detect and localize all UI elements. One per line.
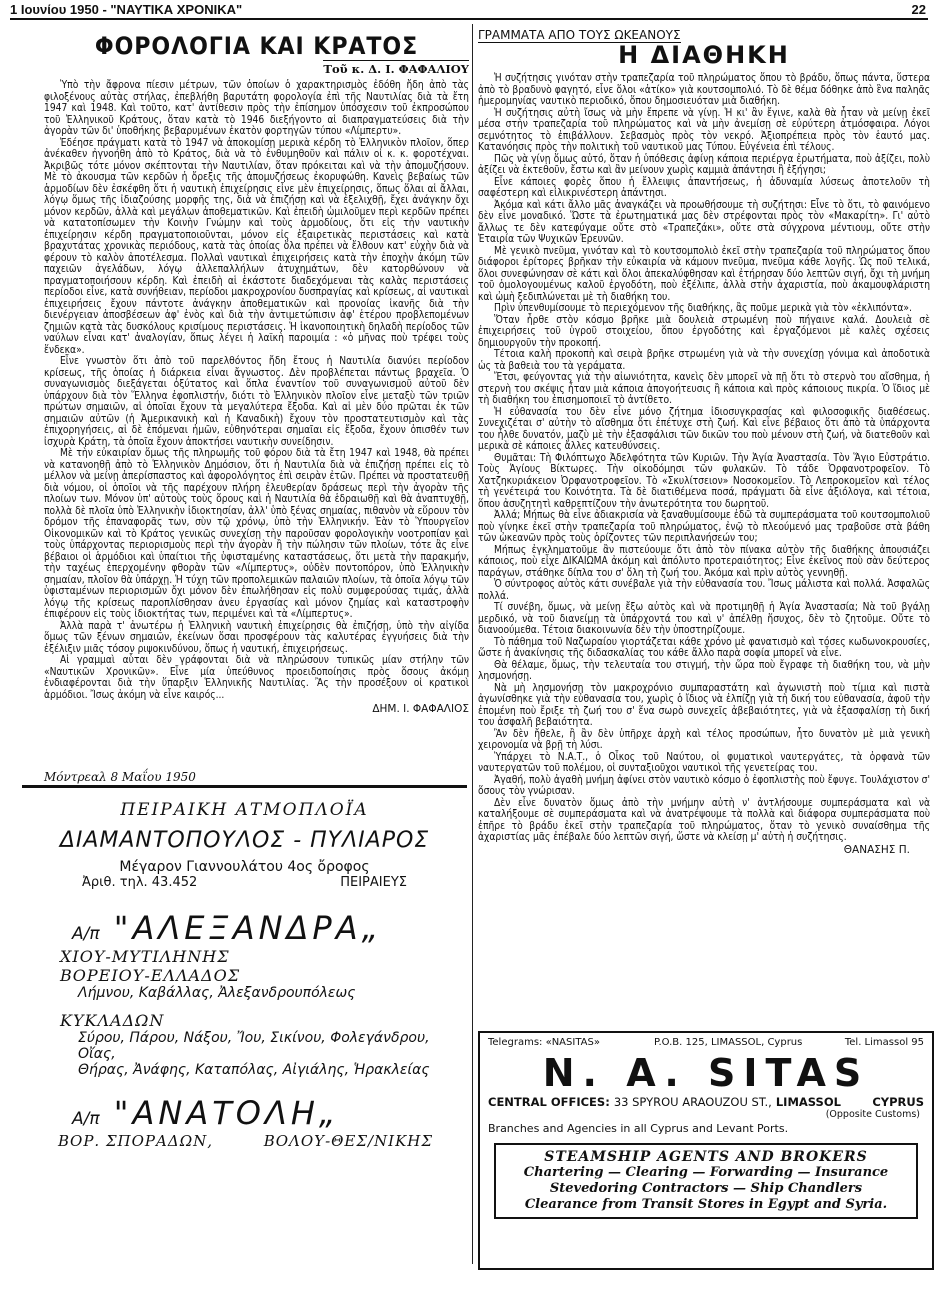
sitas-ad xyxy=(478,1031,934,1270)
paragraph: Ὅταν ἦρθε στὸν κόσμο βρῆκε μιὰ δουλειὰ στρωμένη ποὺ πήγαινε καλά. Δουλειὰ σὲ ἐπιχειρήσεις τοῦ ὑγροῦ στοιχείου, ὅπου ἐργοδότης καὶ ἐργαζόμενοι μὲ καλὲς σχέσεις δημιουργοῦν τὴν προκοπή. xyxy=(478,314,930,349)
paragraph: Ἀγαθή, πολὺ ἀγαθὴ μνήμη ἀφίνει στὸν ναυτικὸ κόσμο ὁ ἐφοπλιστὴς ποὺ ἔφυγε. Τουλάχιστον σ' ὅσους τὸν γνώρισαν. xyxy=(478,774,930,797)
article-body xyxy=(44,80,469,701)
paragraph: Τὸ πάθημα τοῦ Ναζωραίου γιορτάζεται κάθε χρόνο μὲ φανατισμὸ καὶ τόσες κωδωνοκρουσίες, ὥστε ἡ ἀνακίνησις τῆς διδασκαλίας του κάθε ἄλλο παρὰ σοφία μπορεῖ νὰ εἶνε. xyxy=(478,636,930,659)
services-box xyxy=(494,1143,918,1219)
page-number: 22 xyxy=(911,2,926,17)
telephone: Tel. Limassol 95 xyxy=(844,1037,924,1048)
ship-title: "ΑΝΑΤΟΛΗ„ xyxy=(113,1094,340,1132)
ports: Σύρου, Πάρου, Νάξου, Ἴου, Σικίνου, Φολεγάνδρου, Οἴας, xyxy=(78,1030,430,1062)
offices-label xyxy=(488,1095,841,1109)
paragraph: Μὲ τὴν εὐκαιρίαν ὅμως τῆς πληρωμῆς τοῦ φόρου διὰ τὰ ἔτη 1947 καὶ 1948, θὰ πρέπει νὰ κατανοηθῇ ἀπὸ τὸ Ἑλληνικὸν Δημόσιον, ὅτι ἡ Ναυτιλία διὰ νὰ ἐπιζήσῃ πρέπει εἰς τὸ μέλλον νὰ μείνῃ ἀπερίσπαστος καὶ ἀφορολόγητος ἐπὶ σειρὰν ἐτῶν. Πρέπει νὰ προστατευθῇ διὰ νόμου, οἱ ὁποῖοι νὰ τῆς παρέχουν πλήρη ἐλευθερίαν δράσεως περὶ τὴν ἀγορὰν τῆς πλοίων των. Μόνον ὑπ' αὐτοὺς τοὺς ὅρους καὶ ἡ Ναυτιλία θὰ ἑδραιωθῇ καὶ θὰ ἀναπτυχθῇ, πολλὰ δὲ πλοῖα ὑπὸ Ἑλληνικὴν ἰδιοκτησίαν, ἀλλ' ὑπὸ ξένας σημαίας, πιθανὸν νὰ εὕρουν τὸν δρόμον τῆς ἐπαναφορᾶς των, σὺν τῷ χρόνῳ, ὑπὸ τὴν Ἑλληνικήν. Ἐὰν τὸ Ὑπουργεῖον Οἰκονομικῶν καὶ τὸ Κράτος γενικῶς συνεχίσῃ τὴν παροῦσαν φορολογικὴν νοοτροπίαν καὶ τοὺς ὑπάρχοντας περιορισμοὺς περὶ τὴν ἀγορὰν ἢ τὴν πώλησιν τῶν πλοίων, τότε ἂς εἶνε βέβαιοι οἱ ἁρμόδιοι καὶ ὑπαίτιοι τῆς ὑφισταμένης καταστάσεως, ὅτι μετὰ τὴν παρακμήν, τὴν ταχέως ἐπερχομένην φθορὰν τῶν «Λίμπερτυς», οὐδὲν ποντοπόρον, ὑπὸ Ἑλληνικὴν σημαίαν, πλοῖον θὰ ὑπάρχῃ. Ἡ τύχη τῶν προπολεμικῶν παλαιῶν πλοίων, τὰ ὁποῖα λόγῳ τῶν ὑφισταμένων περιορισμῶν ὄχι μόνον δὲν ἐπωλήθησαν εἰς πολὺ συμφερούσας τιμάς, ἀλλὰ λόγῳ τῆς κρίσεως παροπλίσθησαν ἀνευ ἐργασίας καὶ μόνον ζημίας καὶ καταστροφὴν ἐπιφέρουν εἰς τοὺς ἰδιοκτήτας των, περιμένει καὶ τὰ «Λίμπερτυς». xyxy=(44,448,469,620)
dateline: Μόντρεαλ 8 Μαΐου 1950 xyxy=(44,770,196,784)
route: ΒΟΛΟΥ-ΘΕΣ/ΝΙΚΗΣ xyxy=(263,1132,433,1150)
page-header xyxy=(10,2,928,20)
ship-name-1 xyxy=(72,909,467,947)
country: CYPRUS xyxy=(872,1095,924,1109)
paragraph: Αἱ γραμμαὶ αὗται δὲν γράφονται διὰ νὰ πληρώσουν τυπικῶς μίαν στήλην τῶν «Ναυτικῶν Χρονικῶν». Εἶνε μία ὑπεύθυνος προειδοποίησις πρὸς ὅσους ἀκόμη ἐνδιαφέρονται διὰ τὴν ὕπαρξιν Ἑλληνικῆς Ναυτιλίας. Ἂς τὴν προσέξουν οἱ κρατικοὶ ἁρμόδιοι. Ἴσως ἀκόμη νὰ εἶνε καιρός... xyxy=(44,655,469,701)
opposite-note: (Opposite Customs) xyxy=(825,1109,920,1120)
services-line: Stevedoring Contractors — Ship Chandlers xyxy=(549,1181,863,1196)
ship-title: "ΑΛΕΞΑΝΔΡΑ„ xyxy=(113,909,383,947)
issue-date: 1 Ιουνίου 1950 - "ΝΑΥΤΙΚΑ ΧΡΟΝΙΚΑ" xyxy=(10,2,243,17)
route-row xyxy=(58,1132,433,1152)
article-title: Η ΔΙΑΘΗΚΗ xyxy=(618,41,790,69)
offices-label-text: CENTRAL OFFICES: xyxy=(488,1095,610,1109)
article-body xyxy=(478,73,930,844)
paragraph: Ἡ εὐθανασία του δὲν εἶνε μόνο ζήτημα ἰδιοσυγκρασίας καὶ φιλοσοφικῆς διαθέσεως. Συνεχιζέται σ' αὐτὴν τὸ αἴσθημα ὅτι ἐπέτυχε στὴ ζωή. Καὶ εἶνε βέβαιος ὅτι ἀπὸ τὰ ὑπάρχοντα του ἦλθε δυνατόν, μαζὺ μὲ τὴν ἐξασφάλισι τῶν δικῶν του ποὺ μένουν στὴ ζωή, νὰ διατεθοῦν καὶ μερικὰ σὲ κάποιες ἄλλες κατευθύνσεις. xyxy=(478,406,930,452)
ad-contact-row xyxy=(82,875,407,893)
ad-contact-row xyxy=(488,1037,924,1051)
ship-name-2 xyxy=(72,1094,467,1132)
ad-office: Μέγαρον Γιαννουλάτου 4ος ὄροφος xyxy=(119,859,370,875)
article-title: ΦΟΡΟΛΟΓΙΑ ΚΑΙ ΚΡΑΤΟΣ xyxy=(94,32,419,60)
ship-prefix: Α/π xyxy=(72,924,100,944)
paragraph: Εἶνε κάποιες φορὲς ὅπου ἡ ἔλλειψις ἀπαντήσεως, ἡ ἀδυναμία λύσεως ἀποτελοῦν τὴ σαφέστερη καὶ εἰλικρινέστερη ἀπάντησι. xyxy=(478,176,930,199)
paragraph: Ἡ συζήτησις αὐτὴ ἴσως νὰ μὴν ἔπρεπε νὰ γίνῃ. Ἡ κι' ἂν ἔγινε, καλὰ θὰ ἦταν νὰ μείνῃ ἐκεῖ μέσα στὴν τραπεζαρία τοῦ πληρώματος καὶ νὰ μὴν ἀνεμίσῃ σὲ εὐρύτερη ἀτμόσφαιρα. Λόγοι σεμνότητος τὸ ἐπιβάλλουν. Σεβασμὸς πρὸς τὸν νεκρό. Ἀξιοπρέπεια πρὸς τὸν ἑαυτό μας. Κατανόησις πρὸς τὴν πολιτικὴ τοῦ ναυτικοῦ μας Τύπου. Εὐγένεια ἐπὶ τέλους. xyxy=(478,107,930,153)
byline-text: Τοῦ κ. Δ. Ι. ΦΑΦΑΛΙΟΥ xyxy=(323,62,469,76)
address: 33 SPYROU ARAOUZOU ST., xyxy=(613,1095,772,1109)
column-divider xyxy=(472,24,473,1264)
ad-company: ΠΕΙΡΑΙΚΗ ΑΤΜΟΠΛΟΪΑ xyxy=(120,800,369,820)
paragraph: Ὑπὸ τὴν ἄφρονα πίεσιν μέτρων, τῶν ὁποίων ὁ χαρακτηρισμὸς ἐδόθη ἤδη ἀπὸ τὰς φιλοξένους αὐτὰς στήλας, ἐπεβλήθη βαρυτάτη φορολογία ἐπὶ τῆς Ναυτιλίας διὰ τὰ ἔτη 1947 καὶ 1948. Καὶ τοῦτο, κατ' ἀντίθεσιν πρὸς τὴν ἐπίσημον ὑπόσχεσιν τοῦ ἐκπροσώπου τοῦ Ἑλληνικοῦ Κράτους, ὅταν κατὰ τὸ 1946 διεξήγοντο αἱ διαπραγματεύσεις διὰ τὴν ἀγορὰν τῶν δι' ὑποθήκης βεβαρυμένων ἑκατὸν φορτηγῶν τύπου «Λίμπερτυ». xyxy=(44,80,469,137)
paragraph: Ἐδέησε πράγματι κατὰ τὸ 1947 νὰ ἀποκομίσῃ μερικὰ κέρδη τὸ Ἑλληνικὸν πλοῖον, ὅπερ ἀνέκαθεν ἠγνοήθη ἀπὸ τὸ Κράτος, διὰ νὰ τὸ ἐνθυμηθοῦν καὶ πάλιν οἱ κ. κ. φοροτέχναι. Ἀκριβῶς τότε μόνον σκέπτονται τὴν Ναυτιλίαν, ὅταν πρόκειται καὶ νὰ τὴν ἀπομυζήσουν. Μὲ τὸ ἀκουσμα τῶν κερδῶν ἡ ὄρεξις τῆς ἀπομυζήσεως ἐκορυφώθη. Κανεὶς βεβαίως τῶν ἁρμοδίων δὲν ἐσκέφθη ὅτι ἡ ναυτικὴ ἐπιχείρησις εἶνε μὲν ἐπιχείρησις, ὅπως ὅλαι αἱ ἄλλαι, λόγῳ ὅμως τῆς ἰδιαζούσης μορφῆς της, διὰ νὰ ἐπιζήσῃ καὶ νὰ ἐξελιχθῇ, ἔχει ἀνάγκην ὄχι μόνον κερδῶν, ἀλλὰ καὶ μεγάλων ἀποθεματικῶν. Καὶ ἐπειδὴ ὡμιλοῦμεν περὶ κερδῶν πρέπει νὰ κατατοπίσωμεν τὴν Κοινὴν Γνώμην καὶ τοὺς ἁρμοδίους, ὅτι εἰς τὴν ναυτικὴν ἐπιχείρησιν κέρδη πραγματοποιοῦνται, μόνον εἰς ἐξαιρετικὰς περιστάσεις καὶ κατὰ βραχυτάτας χρονικὰς περιόδους, κατὰ τὰς ὁποίας ὅλα πρέπει νὰ ἔλθουν κατ' εὐχὴν διὰ νὰ φέρουν τὸ καλὸν ἀποτέλεσμα. Πολλαὶ ναυτικαὶ ἐπιχειρήσεις κατὰ τὴν ἐποχὴν ἀκόμη τῶν παχειῶν ἀγελάδων, λόγῳ ἀλλεπαλλήλων ἀτυχημάτων, δὲν κατορθώνουν νὰ πραγματοποιήσουν κέρδη. Καὶ ἐπειδὴ αἱ ἑκάστοτε διαδεχόμεναι τὰς καλὰς περιστάσεις περίοδοι εἶνε, κατὰ συνήθειαν, περίοδοι μακροχρονίου δυσπραγίας καὶ κρίσεως, αἱ ναυτικαὶ ἐπιχειρήσεις ἔχουν πάντοτε ἀνάγκην ἀποθεματικῶν καὶ προνοίας ἱκανῆς διὰ τὴν διενέργειαν ἀποσβέσεων ἀφ' ἑνὸς καὶ διὰ τὴν ἀντιμετώπισιν ἀφ' ἑτέρου προβλεπομένων ζημιῶν κατὰ τὰς δυσκόλους κρισίμους περιστάσεις. Ἡ ἱκανοποιητικὴ δηλαδὴ περίοδος τῶν ναύλων εἶναι κατ' ἀναλογίαν, ὅπως λέγει ἡ λαϊκὴ παροιμία : «ὁ μῆνας ποὺ τρέφει τοὺς ἕνδεκα». xyxy=(44,137,469,356)
ad-owners: ΔΙΑΜΑΝΤΟΠΟΥΛΟΣ - ΠΥΛΙΑΡΟΣ xyxy=(59,828,430,853)
route: ΧΙΟΥ-ΜΥΤΙΛΗΝΗΣ xyxy=(60,947,230,966)
ports: Θήρας, Ἀνάφης, Καταπόλας, Αἰγιάλης, Ἡρακλείας xyxy=(78,1062,430,1078)
ad-city: ΠΕΙΡΑΙΕΥΣ xyxy=(340,875,407,890)
paragraph: Ὑπάρχει τὸ Ν.Α.Τ., ὁ Οἶκος τοῦ Ναύτου, οἱ φυματικοὶ ναυτεργάτες, τὰ ὀρφανὰ τῶν ναυτεργατῶν τοῦ πολέμου, οἱ συνταξιοῦχοι ναυτικοὶ τῆς γενετείρας του. xyxy=(478,751,930,774)
shipping-line-ad xyxy=(22,785,467,1268)
ports: Λήμνου, Καβάλλας, Ἀλεξανδρουπόλεως xyxy=(78,985,356,1001)
paragraph: Μὲ γενικὸ πνεῦμα, γινόταν καὶ τὸ κουτσομπολιὸ ἐκεῖ στὴν τραπεζαρία τοῦ πληρώματος ὅπου διάφοροι ἐρίτορες βρῆκαν τὴν εὐκαιρία νὰ κάμουν πνεῦμα, πνεῦμα κάθε λογῆς. Ὡς ποῦ τελικά, ὅλοι συνεφώνησαν σὲ κάτι καὶ ὅλοι ἀπεκαλύφθησαν καὶ ἐτήρησαν δύο λεπτῶν σιγή, ὄχι τὴ μνήμη τοῦ ὁμολογουμένως καλοῦ ἐργοδότη, ποὺ ἐξέλιπε, ἀλλὰ στὴν ἀχαριστία, ποὺ ἀκαμουφλάριστη καὶ ὠμὴ ξεδιπλώνεται μὲ τὴ διαθήκη του. xyxy=(478,245,930,303)
paragraph: Τέτοια καλὴ προκοπὴ καὶ σειρὰ βρῆκε στρωμένη γιὰ νὰ τὴν συνεχίσῃ γόνιμα καὶ ἀποδοτικὰ ὡς τὰ βαθειὰ του τὰ γεράματα. xyxy=(478,349,930,372)
left-article xyxy=(44,24,469,784)
ad-phone: Ἀριθ. τηλ. 43.452 xyxy=(82,875,198,890)
paragraph: Θὰ θέλαμε, ὅμως, τὴν τελευταία του στιγμή, τὴν ὥρα ποὺ ἔγραφε τὴ διαθήκη του, νὰ μὴν λησμονήσῃ. xyxy=(478,659,930,682)
byline xyxy=(44,62,469,76)
paragraph: Ἡ συζήτησις γινόταν στὴν τραπεζαρία τοῦ πληρώματος ὅπου τὸ βράδυ, ὅπως πάντα, ὕστερα ἀπὸ τὸ βραδυνὸ φαγητό, εἶνε ὅλοι «ἀτίκο» γιὰ κουτσομπολιό. Τὸ δὲ θέμα δόθηκε ἀπὸ ἓνα παληᾶς ἡμερομηνίας ναυτικὸ περιοδικό, ὅπου δημοσιευόταν μιὰ διαθήκη. xyxy=(478,73,930,107)
paragraph: Δὲν εἶνε δυνατὸν ὅμως ἀπὸ τὴν μνήμην αὐτὴ ν' ἀντλήσουμε συμπεράσματα καὶ νὰ καταλήξουμε σὲ συμπεράσματα καὶ νὰ ἀνατρέψουμε τὰ πολλὰ καὶ διάφορα συμπεράσματα ποὺ ἐπῆρε τὸ βράδυ ἐκεῖ στὴν τραπεζαρία τοῦ πληρώματος, ὅταν τὸ γενικὸ συναίσθημα τῆς ἀχαριστίας μᾶς ἐπέβαλε δύο λεπτῶν σιγή, ὥστε νὰ κλείσῃ μ' αὐτὴ ἡ συζήτησις. xyxy=(478,797,930,843)
paragraph: Ἂν δὲν ἤθελε, ἢ ἂν δὲν ὑπῆρχε ἀρχὴ καὶ τέλος προσώπων, ἦτο δυνατὸν μὲ μιὰ γενικὴ χειρονομία νὰ βρῇ τὴ λύσι. xyxy=(478,728,930,751)
route: ΒΟΡ. ΣΠΟΡΑΔΩΝ, xyxy=(58,1132,214,1150)
route: ΚΥΚΛΑΔΩΝ xyxy=(60,1011,165,1030)
signature: ΔΗΜ. Ι. ΦΑΦΑΛΙΟΣ xyxy=(372,703,469,715)
branches: Branches and Agencies in all Cyprus and Levant Ports. xyxy=(488,1122,789,1135)
paragraph: Ὁ σύντροφος αὐτὸς κάτι συνέβαλε γιὰ τὴν εὐθανασία του. Ἴσως μάλιστα καὶ πολλά. Ἀσφαλῶς πολλά. xyxy=(478,579,930,602)
offices-row xyxy=(488,1095,924,1109)
paragraph: Θυμᾶται: Τὴ Φιλόπτωχο Ἀδελφότητα τῶν Κυριῶν. Τὴν Ἁγία Ἀναστασία. Τὸν Ἅγιο Εὐστράτιο. Τοὺς Ἁγίους Βίκτωρες. Τὴν οἰκοδόμησι τῶν φυλακῶν. Τὸ τάδε Ὀρφανοτροφεῖον. Τὸ Χατζηκυριάκειον Ὀρφανοτροφεῖον. Τὸ «Σκυλίτσειον» Νοσοκομεῖον. Τὸ Λεπροκομεῖον καὶ τέλος τὴ γενέτειρά του Κοινότητα. Τὰ δὲ διατιθέμενα ποσά, πράγματι δὰ εἶνε ἀξιόλογα, καὶ τέτοια, ὅπου ἀσυζητητὶ καθρεπτίζουν τὴν ἀνωτερότητα του δωρητοῦ. xyxy=(478,452,930,510)
paragraph: Νὰ μὴ λησμονήσῃ τὸν μακροχρόνιο συμπαραστάτη καὶ ἀγωνιστὴ ποὺ τίμια καὶ πιστὰ ἀγωνίσθηκε γιὰ τὴν εὐθανασία του, χωρὶς ὁ ἴδιος νὰ ἐλπίζῃ γιὰ τὴ δική του εὐθανασία, ἀφοῦ τὴν ἐπομένη ποὺ ἔριξε τὴ ζωή του σ' ἕνα σωρὸ συνεχεῖς ἀβεβαιότητες, γιὰ νὰ ἐξασφαλίσῃ τὴ δική του ἀσφαλῆ βεβαιότητα. xyxy=(478,682,930,728)
services-title: STEAMSHIP AGENTS AND BROKERS xyxy=(544,1149,868,1165)
company-name: N. A. SITAS xyxy=(542,1051,870,1095)
po-box: P.O.B. 125, LIMASSOL, Cyprus xyxy=(654,1037,803,1048)
route: ΒΟΡΕΙΟΥ-ΕΛΛΑΔΟΣ xyxy=(60,966,241,985)
paragraph: Εἶνε γνωστὸν ὅτι ἀπὸ τοῦ παρελθόντος ἤδη ἔτους ἡ Ναυτιλία διανύει περίοδον κρίσεως, τῆς ὁποίας ἡ διάρκεια εἶναι ἄγνωστος. Δὲν προβλέπεται πάντως βραχεῖα. Ὁ συναγωνισμὸς διεξάγεται ὀξύτατος καὶ ὅπλα ἐναντίον τοῦ συναγωνισμοῦ αὐτοῦ δὲν ὑπάρχουν διὰ τὸν Ἕλληνα ἐφοπλιστήν, διότι τὸ Ἑλληνικὸν πλοῖον εἶνε μεταξὺ τῶν τριῶν πρώτων σημαιῶν, αἱ ὁποῖαι ἔχουν τὰ μεγαλύτερα ἔξοδα. Καὶ αἱ μὲν δύο πρῶται ἐκ τῶν σημαιῶν αὐτῶν (ἡ Ἀμερικανικὴ καὶ ἡ Καναδικὴ) ἔχουν τὸν προστατευτισμὸν καὶ τὰς ἐπιχορηγήσεις, αἱ δὲ ἐπόμεναι ἡμῶν, εὐθηνότεραι σημαῖαι εἰς ἔξοδα, ἔχουν ὀπισθέν των ἰσχυρὰ Κράτη, τὰ ὁποῖα ἔχουν ἀποκτήσει ναυτικὴν συνείδησιν. xyxy=(44,356,469,448)
paragraph: Ἀλλά; Μήπως θὰ εἶνε ἀδιακρισία νὰ ξαναθυμίσουμε ἐδῶ τὰ συμπεράσματα τοῦ κουτσομπολιοῦ ποὺ γίνηκε ἐκεῖ στὴν τραπεζαρία τοῦ πληρώματος, ἐνῷ τὸ πλεούμενό μας τραβοῦσε στὰ βάθη τῶν ὠκεανῶν πρὸς τοὺς ὁρίζοντες τῶν περιπλανήσεών του; xyxy=(478,510,930,544)
ship-prefix: Α/π xyxy=(72,1109,100,1129)
paragraph: Ἀκόμα καὶ κάτι ἄλλο μᾶς ἀναγκάζει νὰ προωθήσουμε τὴ συζήτησι: Εἶνε τὸ ὅτι, τὸ φαινόμενο δὲν εἶνε μοναδικό. Ὥστε τὰ ἐρωτηματικά μας δὲν στρέφονται πρὸς τὸν «Μακαρίτη». Γι' αὐτὸ ἄλλως τε δὲν κατεφύγαμε οὔτε στὸ «Τραπεζάκι», οὔτε στὰ σύγχρονα μέντιουμ, οὔτε στὴν Ἑταιρία τῶν Ψυχικῶν Ἐρευνῶν. xyxy=(478,199,930,245)
services-line: Clearance from Transit Stores in Egypt and Syria. xyxy=(524,1197,888,1212)
section-kicker: ΓΡΑΜΜΑΤΑ ΑΠΟ ΤΟΥΣ ΩΚΕΑΝΟΥΣ xyxy=(478,28,681,42)
paragraph: Ἀλλὰ παρὰ τ' ἀνωτέρω ἡ Ἑλληνικὴ ναυτικὴ ἐπιχείρησις θὰ ἐπιζήσῃ, ὑπὸ τὴν αἰγίδα ὅμως τῶν ξένων σημαιῶν, ἐκείνων ὅσαι προσφέρουν τὰς καλυτέρας ἐγγυήσεις διὰ τὴν ἐξέλιξιν μιᾶς τόσον ριψοκινδύνου, ὅπως ἡ ναυτική, ἐπιχειρήσεως. xyxy=(44,620,469,655)
paragraph: Πῶς νὰ γίνῃ ὅμως αὐτό, ὅταν ἡ ὑπόθεσις ἀφίνῃ κάποια περιέργα ἐρωτήματα, ποὺ ἀξίζει, πολὺ ἀξίζει νὰ ἐκτεθοῦν, ἔστω καὶ ἂν μείνουν χωρὶς καμμιὰ ἀπάντησι ἢ ἐξήγησι; xyxy=(478,153,930,176)
paragraph: Πρὶν ὑπενθυμίσουμε τὸ περιεχόμενον τῆς διαθήκης, ἂς ποῦμε μερικὰ γιὰ τὸν «ἐκλιπόντα». xyxy=(494,303,912,314)
signature: ΘΑΝΑΣΗΣ Π. xyxy=(843,843,910,856)
paragraph: Μήπως ἐγκληματοῦμε ἂν πιστεύουμε ὅτι ἀπὸ τὸν πίνακα αὐτὸν τῆς διαθήκης ἀπουσιάζει κάποιος, ποὺ εἶχε ΔΙΚΑΙΩΜΑ ἀκόμη καὶ ἀπόλυτο προτεραιότητος; Εἶνε ἐκεῖνος ποὺ σὰν δεύτερος παράγων, στάθηκε δίπλα του σ' ὅλη τὴ ζωή του. Ἀκόμα καὶ πρὶν αὐτὸς γεννηθῇ. xyxy=(478,544,930,579)
paragraph: Ἔτσι, φεύγοντας γιὰ τὴν αἰωνιότητα, κανεὶς δὲν μπορεῖ νὰ πῇ ὅτι τὸ στερνὸ του αἴσθημα, ἡ στερνὴ του σκέψις ἦταν μιὰ κάποια ἀπογοήτευσις ἢ κάποια καὶ πρὸς κάποιους πικρία. Ὁ ἴδιος μὲ τὴ διαθήκη του ἐπισημοποιεῖ τὸ ἀντίθετο. xyxy=(478,372,930,406)
city: LIMASSOL xyxy=(775,1095,841,1109)
services-line: Chartering — Clearing — Forwarding — Insurance xyxy=(523,1165,889,1180)
right-article xyxy=(478,24,930,1024)
paragraph: Τί συνέβη, ὅμως, νὰ μείνῃ ἔξω αὐτὸς καὶ νὰ προτιμηθῇ ἡ Ἁγία Ἀναστασία; Νὰ τοῦ βγάλῃ μερδικό, νὰ τοῦ διανείμῃ τὰ ὑπάρχοντά του καὶ ν' ἀπέλθῃ ἥσυχος, δὲν τὸ ζητοῦμε. Οὔτε τὸ διανοούμεθα. Τέτοια διακοινωνία δὲν τὴν ὑποστηρίζουμε. xyxy=(478,602,930,636)
telegrams: Telegrams: «NASITAS» xyxy=(488,1037,600,1048)
